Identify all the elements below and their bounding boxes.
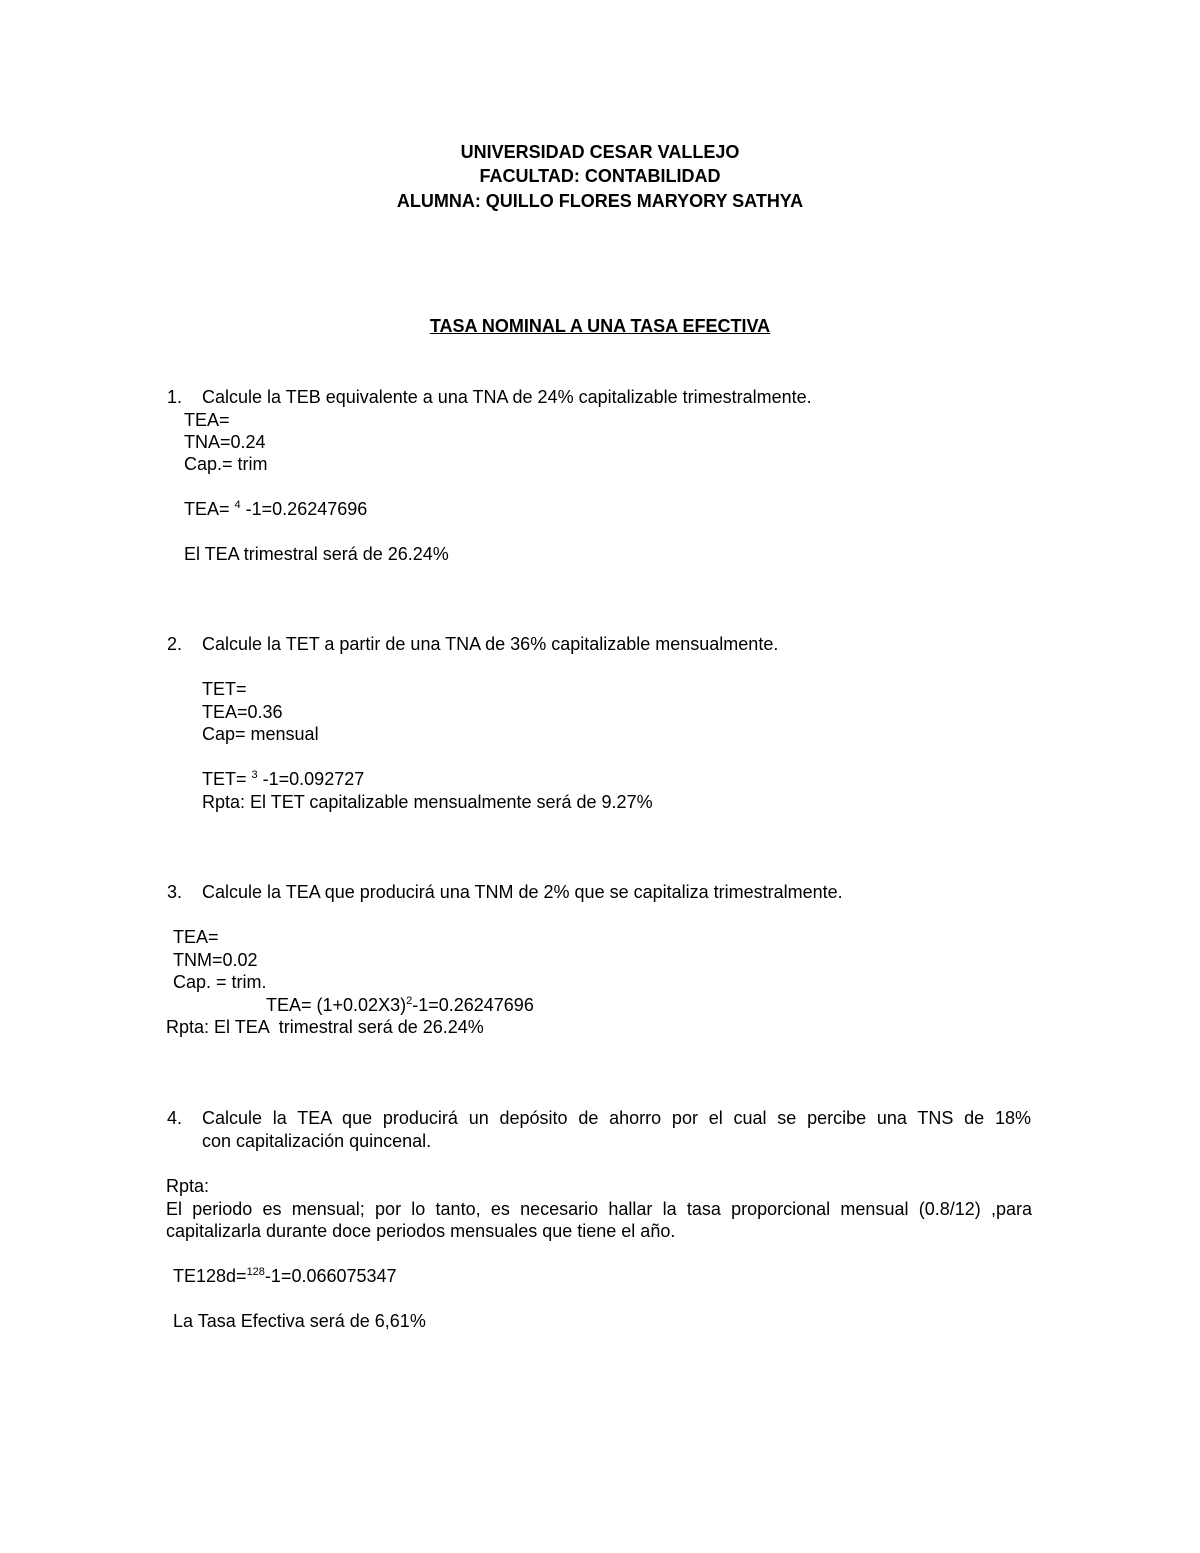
q1-line2: TNA=0.24 (184, 432, 266, 452)
q4-formula (173, 1265, 397, 1287)
q4-question-line1: Calcule la TEA que producirá un depósito de ahorro por el cual se percibe una TNS de 18% (202, 1108, 1031, 1128)
q1-line1: TEA= (184, 410, 230, 430)
q1-formula (184, 498, 367, 520)
q3-answer: Rpta: El TEA trimestral será de 26.24% (166, 1017, 484, 1037)
faculty-heading: FACULTAD: CONTABILIDAD (479, 166, 721, 186)
document-title: TASA NOMINAL A UNA TASA EFECTIVA (429, 316, 771, 336)
q1-number: 1. (167, 387, 183, 407)
q2-question: Calcule la TET a partir de una TNA de 36% capitalizable mensualmente. (202, 634, 779, 654)
q1-line3: Cap.= trim (184, 454, 268, 474)
q1-formula-exponent: 4 (234, 499, 241, 511)
q4-number: 4. (167, 1108, 183, 1128)
q3-formula-exponent: 2 (406, 995, 413, 1007)
q3-formula-result: -1=0.26247696 (412, 995, 534, 1015)
q4-rpta-label: Rpta: (166, 1176, 210, 1196)
q3-line2: TNM=0.02 (173, 950, 258, 970)
q3-formula (266, 994, 534, 1016)
q2-formula-prefix: TET= (202, 769, 252, 789)
q4-paragraph-line1: El periodo es mensual; por lo tanto, es necesario hallar la tasa proporcional mensual (0.8/12) ,para (166, 1199, 1032, 1219)
q2-line3: Cap= mensual (202, 724, 319, 744)
q1-answer: El TEA trimestral será de 26.24% (184, 544, 449, 564)
q2-line1: TET= (202, 679, 247, 699)
university-heading: UNIVERSIDAD CESAR VALLEJO (460, 142, 740, 162)
q3-number: 3. (167, 882, 183, 902)
q4-answer: La Tasa Efectiva será de 6,61% (173, 1311, 426, 1331)
q2-formula-result: -1=0.092727 (257, 769, 365, 789)
q1-formula-result: -1=0.26247696 (240, 499, 368, 519)
q2-line2: TEA=0.36 (202, 702, 283, 722)
q2-number: 2. (167, 634, 183, 654)
q4-paragraph-line2: capitalizarla durante doce periodos mensuales que tiene el año. (166, 1221, 676, 1241)
q3-line1: TEA= (173, 927, 219, 947)
q4-formula-exponent: 128 (246, 1266, 265, 1278)
q1-question: Calcule la TEB equivalente a una TNA de 24% capitalizable trimestralmente. (202, 387, 812, 407)
q4-formula-result: -1=0.066075347 (264, 1266, 397, 1286)
q3-line3: Cap. = trim. (173, 972, 267, 992)
q3-question: Calcule la TEA que producirá una TNM de 2% que se capitaliza trimestralmente. (202, 882, 843, 902)
q1-formula-prefix: TEA= (184, 499, 235, 519)
q4-question-line2: con capitalización quincenal. (202, 1131, 432, 1151)
q4-formula-prefix: TE128d= (173, 1266, 247, 1286)
student-heading: ALUMNA: QUILLO FLORES MARYORY SATHYA (396, 191, 804, 211)
q2-formula (202, 768, 364, 790)
q2-answer: Rpta: El TET capitalizable mensualmente será de 9.27% (202, 792, 653, 812)
q3-formula-prefix: TEA= (1+0.02X3) (266, 995, 407, 1015)
q2-formula-exponent: 3 (251, 769, 258, 781)
